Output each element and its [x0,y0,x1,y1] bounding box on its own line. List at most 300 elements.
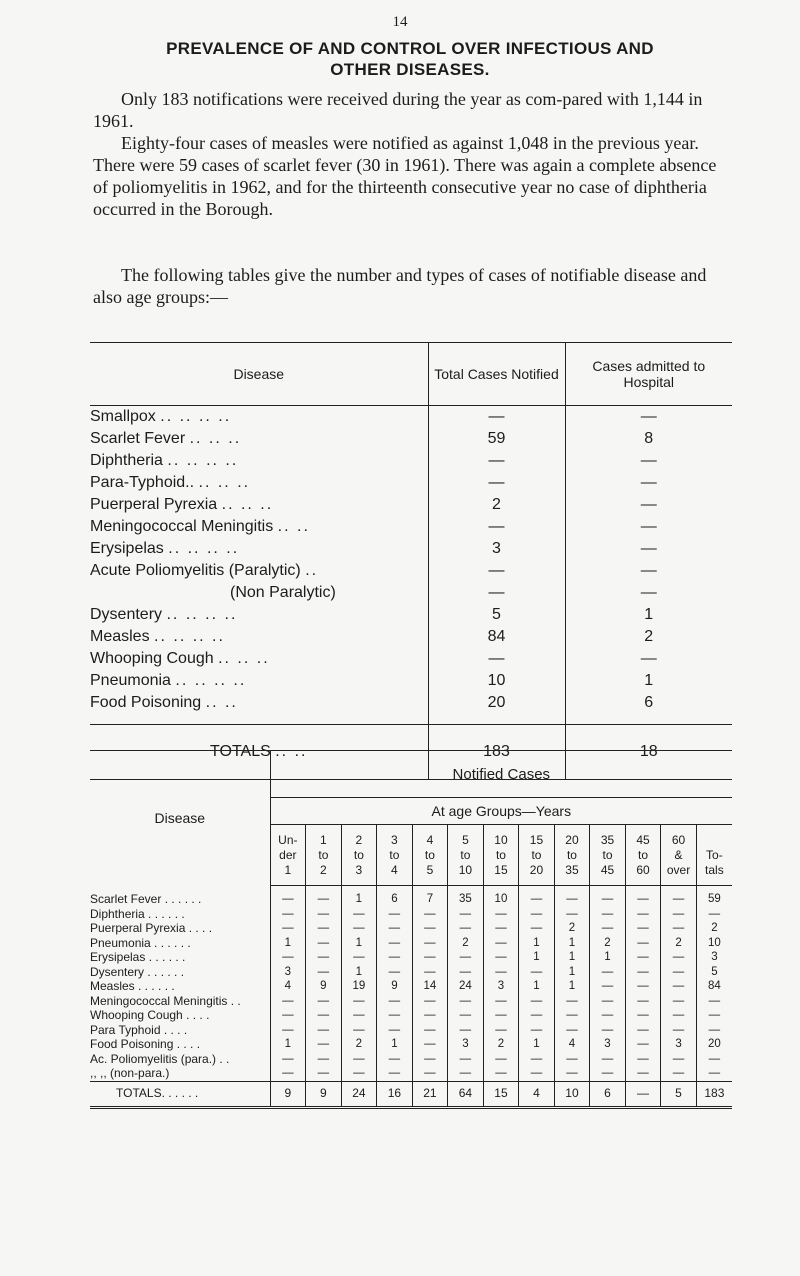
age-total-cell: — [625,1081,661,1107]
age-count-cell: 2 [448,936,484,951]
disease-name-cell [90,494,428,516]
age-count-cell: 1 [519,950,555,965]
age-disease-name: Para Typhoid . . . . [90,1022,188,1037]
age-count-cell: 14 [412,979,448,994]
dot-leader: .. .. [205,694,238,711]
age-count-cell: — [448,907,484,922]
age-column-header-line: to [638,847,649,862]
age-column-header [341,825,377,886]
age-count-cell: 9 [377,979,413,994]
age-column-header [590,825,626,886]
age-count-cell: — [696,1066,732,1081]
age-count-cell: — [341,950,377,965]
disease-row [90,428,732,450]
age-count-cell: — [377,994,413,1009]
age-disease-name: Meningococcal Meningitis . . [90,993,241,1008]
age-count-cell: — [412,965,448,980]
admitted-value: — [565,450,732,472]
age-count-cell: — [377,1023,413,1038]
heading-line-2: OTHER DISEASES. [330,60,490,79]
total-cases-value: 59 [428,428,565,450]
age-count-cell: 19 [341,979,377,994]
age-column-header-line: 45 [636,832,650,847]
age-count-cell: — [483,936,519,951]
age-total-cell: 16 [377,1081,413,1107]
age-totals-row [90,1081,732,1107]
disease-name: Dysentery [90,606,163,623]
age-count-cell: — [306,1066,342,1081]
totals-admitted: 18 [565,725,732,780]
age-count-cell: — [661,1066,697,1081]
age-count-cell: — [483,1052,519,1067]
age-count-cell: 24 [448,979,484,994]
heading-line-1: PREVALENCE OF AND CONTROL OVER INFECTIOUS AND [166,39,654,58]
age-disease-name: Erysipelas . . . . . . [90,950,186,964]
age-column-header-line: 1 [284,862,292,877]
disease-name: Whooping Cough [90,650,214,667]
section-heading [90,38,730,80]
age-count-cell: — [448,1066,484,1081]
age-count-cell: — [483,907,519,922]
dot-leader: .. .. .. .. [167,452,239,469]
age-column-header-line: to [353,847,364,862]
age-count-cell: — [483,1008,519,1023]
age-count-cell: — [306,1052,342,1067]
age-count-cell: — [377,950,413,965]
age-count-cell: — [270,994,306,1009]
age-count-cell: — [696,907,732,922]
age-disease-row [90,1037,732,1052]
age-disease-name: ,, ,, (non-para.) [90,1066,170,1080]
total-cases-value: — [428,560,565,582]
age-column-header-line [697,833,732,848]
total-cases-value: — [428,406,565,429]
age-count-cell: — [590,979,626,994]
age-column-header-line: 3 [391,832,398,847]
disease-name-cell [90,516,428,538]
age-count-cell: — [412,936,448,951]
disease-row [90,582,732,604]
age-column-header-line: 10 [458,862,473,877]
age-count-cell: 1 [554,965,590,980]
age-count-cell: 1 [554,936,590,951]
age-count-cell: — [412,1023,448,1038]
age-count-cell: — [661,892,697,907]
age-disease-row [90,892,732,907]
header-age-groups: At age Groups—Years [270,798,732,825]
age-count-cell: — [483,1023,519,1038]
age-count-cell: 59 [696,892,732,907]
age-column-header-line: 4 [391,862,398,877]
age-column-header-line: 60 [671,832,686,847]
age-column-header-line: 1 [320,832,327,847]
age-count-cell: — [270,892,306,907]
age-column-header-line: 60 [636,862,650,877]
age-count-cell: — [448,994,484,1009]
admitted-value: 2 [565,626,732,648]
disease-name-cell [90,626,428,648]
age-count-cell: — [412,1008,448,1023]
age-count-cell: — [696,994,732,1009]
age-column-header-line: 15 [529,832,544,847]
age-count-cell: — [554,1066,590,1081]
age-count-cell: 5 [696,965,732,980]
age-disease-row [90,1008,732,1023]
age-column-header-line: to [389,847,400,862]
age-count-cell: — [519,1052,555,1067]
age-count-cell: — [661,921,697,936]
age-disease-row [90,1052,732,1067]
age-disease-row [90,1066,732,1081]
age-disease-name: Puerperal Pyrexia . . . . [90,921,213,935]
age-count-cell: — [306,1037,342,1052]
age-count-cell: — [412,921,448,936]
age-total-cell: 5 [661,1081,697,1107]
age-count-cell: — [448,921,484,936]
age-count-cell: — [306,1023,342,1038]
age-column-header [377,825,413,886]
age-count-cell: — [519,1023,555,1038]
age-column-header-line: 20 [529,862,544,877]
age-count-cell: — [448,1008,484,1023]
age-column-header-line: to [424,847,435,862]
age-count-cell: 1 [554,979,590,994]
admitted-value: — [565,582,732,604]
age-count-cell: — [270,1066,306,1081]
age-column-header [412,825,448,886]
age-total-cell: 24 [341,1081,377,1107]
disease-name: Erysipelas [90,540,164,557]
age-column-header-line: 10 [494,832,508,847]
age-column-header-line: 5 [426,862,434,877]
age-count-cell: 1 [519,979,555,994]
disease-name: (Non Paralytic) [230,584,336,601]
age-column-header-line: 35 [565,862,579,877]
disease-name-cell [90,648,428,670]
age-column-header-line: der [279,847,297,862]
paragraph-tables-intro: The following tables give the number and types of cases of notifiable disease and also age groups:— [93,265,707,307]
age-column-header [625,825,661,886]
age-count-cell: — [306,936,342,951]
age-count-cell: — [625,979,661,994]
age-count-cell: — [661,1052,697,1067]
age-disease-name: Diphtheria . . . . . . [90,906,185,921]
age-count-cell: — [661,907,697,922]
age-count-cell: 3 [448,1037,484,1052]
disease-name: Smallpox [90,408,156,425]
age-count-cell: — [412,907,448,922]
age-column-header-line: To- [706,847,723,862]
age-count-cell: — [696,1052,732,1067]
age-count-cell: 2 [661,936,697,951]
dot-leader: .. .. .. [218,650,270,667]
age-column-header-line: over [666,862,691,877]
disease-name-cell [90,670,428,692]
dot-leader: .. .. .. .. [166,606,238,623]
cases-table [90,342,732,780]
age-count-cell: — [306,907,342,922]
age-count-cell: — [306,994,342,1009]
age-count-cell: 10 [696,936,732,951]
age-count-cell: 84 [696,979,732,994]
age-total-cell: 10 [554,1081,590,1107]
age-column-header-line: 35 [600,832,615,847]
age-disease-row [90,950,732,965]
age-disease-row [90,921,732,936]
admitted-value: — [565,648,732,670]
age-total-cell: 6 [590,1081,626,1107]
age-total-cell: 4 [519,1081,555,1107]
age-count-cell: — [519,907,555,922]
age-count-cell: — [270,1023,306,1038]
disease-row [90,560,732,582]
age-disease-row [90,1023,732,1038]
age-count-cell: — [590,892,626,907]
disease-row [90,538,732,560]
age-disease-name: Measles . . . . . . [90,979,175,993]
age-count-cell: 4 [270,979,306,994]
age-count-cell: 6 [377,892,413,907]
disease-row [90,494,732,516]
age-count-cell: — [341,1066,377,1081]
total-cases-value: 5 [428,604,565,626]
age-count-cell: — [625,965,661,980]
disease-name-cell [90,692,428,714]
page-number: 14 [392,14,408,30]
admitted-value: 6 [565,692,732,714]
admitted-value: — [565,472,732,494]
paragraph-measles: Eighty-four cases of measles were notified as against 1,048 in the previous year. There were 59 cases of scarlet fever (30 in 1961). There was again a complete absence of poliomyelitis in 1962, and for the thirteenth consecutive year no case of diphtheria occurred in the Borough. [93,133,717,219]
disease-row [90,406,732,429]
disease-row [90,604,732,626]
age-count-cell: 20 [696,1037,732,1052]
age-count-cell: 1 [519,936,555,951]
age-count-cell: 2 [483,1037,519,1052]
age-total-cell: 15 [483,1081,519,1107]
age-count-cell: — [377,1066,413,1081]
age-disease-row [90,907,732,922]
disease-name-cell [90,450,428,472]
age-count-cell: — [554,1023,590,1038]
age-count-cell: — [590,921,626,936]
total-cases-value: — [428,450,565,472]
age-column-header-line: 4 [426,832,434,847]
age-count-cell: — [590,1066,626,1081]
age-count-cell: — [554,892,590,907]
age-count-cell: — [661,1008,697,1023]
age-column-header-line: to [566,847,577,862]
age-count-cell: 3 [270,965,306,980]
age-count-cell: — [661,965,697,980]
age-count-cell: — [306,965,342,980]
age-count-cell: — [412,950,448,965]
total-cases-value: — [428,582,565,604]
age-total-cell: 21 [412,1081,448,1107]
age-count-cell: — [625,1066,661,1081]
age-count-cell: — [625,1052,661,1067]
age-count-cell: — [412,1037,448,1052]
age-count-cell: 10 [483,892,519,907]
admitted-value: 1 [565,604,732,626]
age-count-cell: — [270,950,306,965]
totals-label: TOTALS [210,743,271,760]
disease-name-cell [90,582,428,604]
age-column-header [306,825,342,886]
disease-name-cell [90,428,428,450]
age-count-cell: 3 [590,1037,626,1052]
header-disease-age: Disease [154,810,206,827]
age-count-cell: 2 [554,921,590,936]
disease-name-cell [90,604,428,626]
age-count-cell: — [306,1008,342,1023]
age-column-header-line: 20 [565,832,579,847]
age-total-cell: 64 [448,1081,484,1107]
age-count-cell: — [661,994,697,1009]
age-count-cell: — [554,994,590,1009]
disease-name: Meningococcal Meningitis [90,518,274,535]
age-count-cell: — [270,1052,306,1067]
age-disease-name: Dysentery . . . . . . [90,964,185,979]
age-column-header [448,825,484,886]
age-count-cell: — [270,921,306,936]
total-cases-value: 10 [428,670,565,692]
age-count-cell: — [554,1052,590,1067]
header-total-cases: Total Cases Notified [428,343,565,406]
age-column-header [270,825,306,886]
admitted-value: — [565,560,732,582]
admitted-value: — [565,538,732,560]
age-count-cell: — [625,907,661,922]
total-cases-value: 20 [428,692,565,714]
disease-name-cell [90,538,428,560]
age-count-cell: — [483,965,519,980]
age-disease-row [90,994,732,1009]
age-count-cell: — [661,1023,697,1038]
disease-row [90,648,732,670]
age-column-header [696,825,732,886]
age-count-cell: — [590,965,626,980]
age-count-cell: — [412,1052,448,1067]
age-totals-label: TOTALS. . . . . . [90,1081,270,1107]
age-count-cell: 4 [554,1037,590,1052]
disease-name: Diphtheria [90,452,163,469]
disease-row [90,692,732,714]
age-count-cell: — [590,1052,626,1067]
age-count-cell: — [625,892,661,907]
dot-leader: .. .. .. [221,496,274,513]
age-column-header [554,825,590,886]
age-column-header [483,825,519,886]
header-admitted-hospital: Cases admitted to Hospital [565,343,732,406]
disease-row [90,626,732,648]
age-count-cell: 1 [341,965,377,980]
age-count-cell: 1 [377,1037,413,1052]
age-count-cell: 1 [554,950,590,965]
age-count-cell: — [696,1023,732,1038]
age-column-header-line: 45 [600,862,615,877]
disease-name: Acute Poliomyelitis (Paralytic) [90,562,301,579]
age-count-cell: — [483,1066,519,1081]
totals-leader: .. .. [275,743,308,760]
age-count-cell: — [341,907,377,922]
age-count-cell: 1 [270,936,306,951]
dot-leader: .. .. .. .. [160,408,232,425]
age-count-cell: — [448,1052,484,1067]
age-count-cell: — [412,1066,448,1081]
disease-row [90,670,732,692]
header-disease: Disease [233,366,285,382]
age-count-cell: — [590,907,626,922]
age-column-header-line: Un- [278,832,298,847]
age-count-cell: — [306,892,342,907]
age-column-header-line: 2 [355,832,363,847]
age-column-header-line: to [318,847,329,862]
age-count-cell: — [483,994,519,1009]
age-count-cell: — [483,950,519,965]
age-count-cell: — [590,1023,626,1038]
disease-name-cell [90,472,428,494]
disease-row [90,516,732,538]
age-count-cell: — [625,1008,661,1023]
dot-leader: .. .. .. .. [168,540,240,557]
age-count-cell: 2 [341,1037,377,1052]
age-count-cell: 3 [483,979,519,994]
age-count-cell: 7 [412,892,448,907]
age-column-header-line: 15 [494,862,508,877]
age-count-cell: — [483,921,519,936]
dot-leader: .. .. .. [189,430,242,447]
age-column-header-line: 5 [462,832,469,847]
age-count-cell: — [625,994,661,1009]
admitted-value: 1 [565,670,732,692]
dot-leader: .. .. .. .. [175,672,247,689]
age-column-header [661,825,697,886]
age-count-cell: 1 [341,936,377,951]
total-cases-value: — [428,648,565,670]
age-disease-name: Whooping Cough . . . . [90,1008,210,1022]
age-column-header [519,825,555,886]
age-count-cell: — [554,1008,590,1023]
age-count-cell: — [341,921,377,936]
age-count-cell: — [341,1023,377,1038]
age-count-cell: — [270,907,306,922]
age-count-cell: — [377,921,413,936]
age-count-cell: — [306,950,342,965]
total-cases-value: — [428,472,565,494]
age-count-cell: 1 [590,950,626,965]
disease-name: Puerperal Pyrexia [90,496,218,513]
age-total-cell: 9 [270,1081,306,1107]
age-disease-name: Ac. Poliomyelitis (para.) . . [90,1051,230,1066]
admitted-value: 8 [565,428,732,450]
age-count-cell: — [448,965,484,980]
age-column-header-line: 2 [320,862,327,877]
age-column-header-line: & [674,847,683,862]
age-column-header-line: tals [705,862,724,877]
disease-row [90,472,732,494]
totals-total: 183 [428,725,565,780]
age-count-cell: — [377,907,413,922]
age-disease-name: Food Poisoning . . . . [90,1037,201,1051]
age-count-cell: — [341,1008,377,1023]
age-count-cell: 2 [590,936,626,951]
age-column-header-line: to [602,847,613,862]
admitted-value: — [565,516,732,538]
age-count-cell: — [590,1008,626,1023]
header-notified-cases: Notified Cases [270,751,732,798]
age-count-cell: — [306,921,342,936]
age-count-cell: — [625,936,661,951]
